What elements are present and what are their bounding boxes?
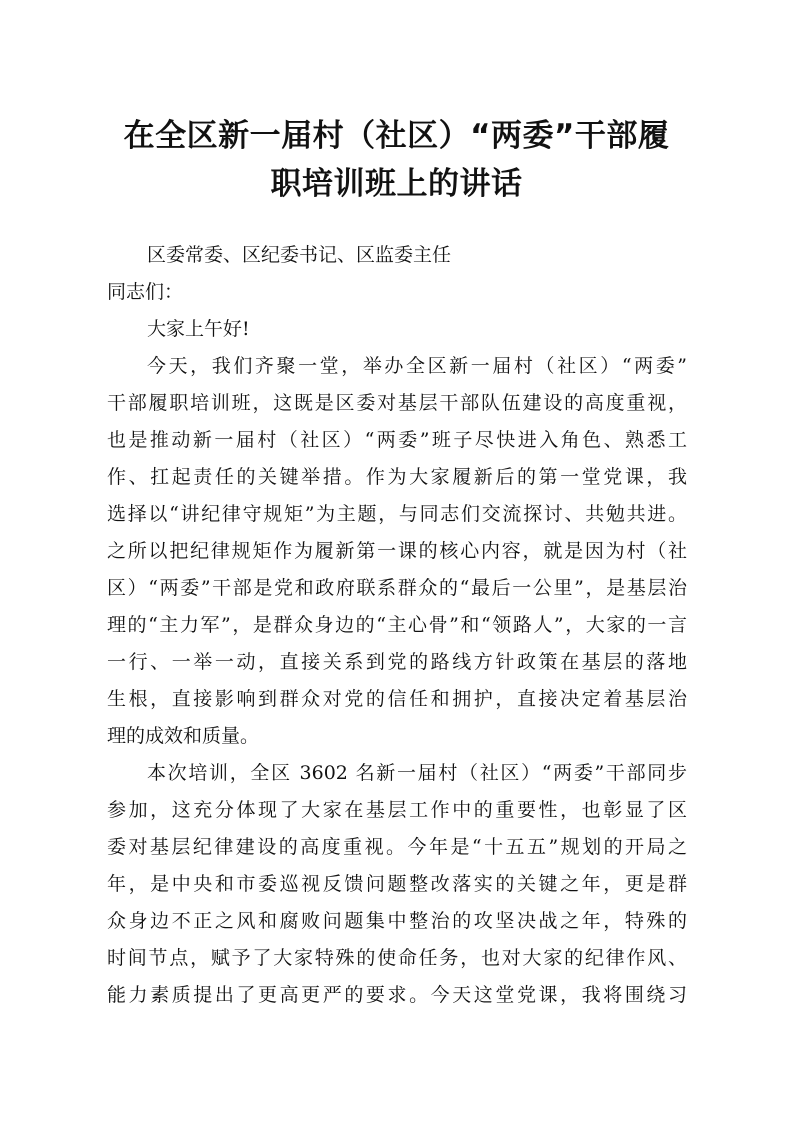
document-title bbox=[90, 112, 703, 208]
paragraph-line: 能力素质提出了更高更严的要求。今天这堂党课，我将围绕习 bbox=[107, 984, 687, 1006]
paragraph-line: 年，是中央和市委巡视反馈问题整改落实的关键之年，更是群 bbox=[107, 873, 687, 895]
paragraph-line: 也是推动新一届村（社区）“两委”班子尽快进入角色、熟悉工 bbox=[107, 429, 687, 451]
salutation: 同志们： bbox=[107, 281, 184, 303]
paragraph-1 bbox=[107, 348, 687, 755]
paragraph-line: 理的成效和质量。 bbox=[107, 725, 260, 747]
paragraph-line: 本次培训，全区 3602 名新一届村（社区）“两委”干部同步 bbox=[147, 762, 687, 784]
paragraph-line: 之所以把纪律规矩作为履新第一课的核心内容，就是因为村（社 bbox=[107, 540, 687, 562]
paragraph-line: 众身边不正之风和腐败问题集中整治的攻坚决战之年，特殊的 bbox=[107, 910, 687, 932]
paragraph-line: 干部履职培训班，这既是区委对基层干部队伍建设的高度重视， bbox=[107, 392, 687, 414]
paragraph-line: 作、扛起责任的关键举措。作为大家履新后的第一堂党课，我 bbox=[107, 466, 687, 488]
paragraph-line: 理的“主力军”，是群众身边的“主心骨”和“领路人”，大家的一言 bbox=[107, 614, 687, 636]
paragraph-line: 选择以“讲纪律守规矩”为主题，与同志们交流探讨、共勉共进。 bbox=[107, 503, 687, 525]
paragraph-2 bbox=[107, 755, 687, 1014]
paragraph-line: 参加，这充分体现了大家在基层工作中的重要性，也彰显了区 bbox=[107, 799, 687, 821]
greeting: 大家上午好! bbox=[147, 318, 250, 340]
document-body bbox=[107, 237, 687, 1014]
paragraph-line: 时间节点，赋予了大家特殊的使命任务，也对大家的纪律作风、 bbox=[107, 947, 687, 969]
paragraph-line: 一行、一举一动，直接关系到党的路线方针政策在基层的落地 bbox=[107, 651, 687, 673]
paragraph-line: 今天，我们齐聚一堂，举办全区新一届村（社区）“两委” bbox=[147, 355, 687, 377]
paragraph-line: 生根，直接影响到群众对党的信任和拥护，直接决定着基层治 bbox=[107, 688, 687, 710]
title-line-2: 职培训班上的讲话 bbox=[270, 166, 523, 202]
paragraph-line: 委对基层纪律建设的高度重视。今年是“十五五”规划的开局之 bbox=[107, 836, 687, 858]
paragraph-line: 区）“两委”干部是党和政府联系群众的“最后一公里”，是基层治 bbox=[107, 577, 687, 599]
title-line-1: 在全区新一届村（社区）“两委”干部履 bbox=[123, 118, 670, 154]
speaker-line: 区委常委、区纪委书记、区监委主任 bbox=[147, 244, 452, 266]
